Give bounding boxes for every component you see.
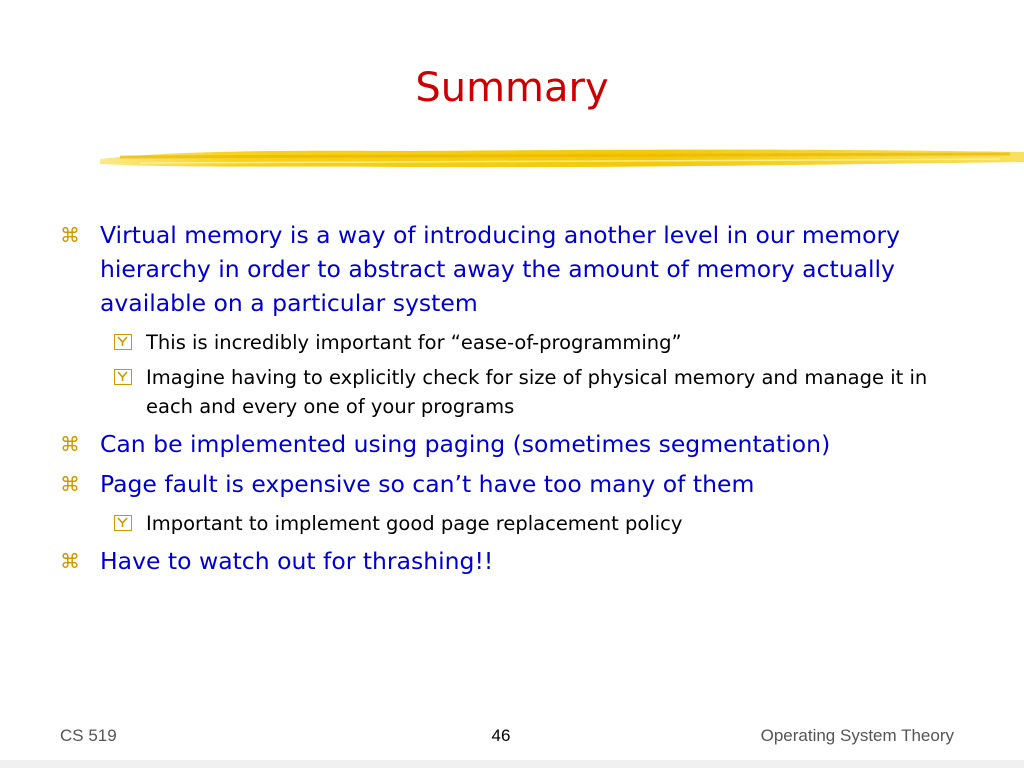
footer-page-number: 46 bbox=[491, 726, 511, 745]
bullet-text: Virtual memory is a way of introducing another level in our memory hierarchy in order to abstract away the amount of memory actually available on a particular system bbox=[100, 221, 901, 317]
sub-bullet-list bbox=[100, 509, 960, 538]
command-bullet-icon: ⌘ bbox=[60, 472, 80, 496]
bottom-divider bbox=[0, 760, 1024, 768]
sub-bullet-text: This is incredibly important for “ease-of-programming” bbox=[146, 331, 682, 354]
bullet-item bbox=[60, 544, 960, 578]
sub-bullet-list bbox=[100, 328, 960, 421]
sub-bullet-text: Imagine having to explicitly check for size of physical memory and manage it in each and every one of your programs bbox=[146, 366, 928, 418]
y-box-bullet-icon bbox=[114, 515, 132, 531]
footer-course-title: Operating System Theory bbox=[760, 726, 954, 745]
bullet-item bbox=[60, 218, 960, 421]
bullet-item bbox=[60, 467, 960, 538]
sub-bullet-text: Important to implement good page replacement policy bbox=[146, 512, 683, 535]
bullet-text: Can be implemented using paging (sometimes segmentation) bbox=[100, 430, 831, 458]
y-box-bullet-icon bbox=[114, 369, 132, 385]
bullet-item bbox=[60, 427, 960, 461]
bullet-text: Page fault is expensive so can’t have too many of them bbox=[100, 470, 755, 498]
bullet-list bbox=[60, 218, 960, 584]
y-box-bullet-icon bbox=[114, 334, 132, 350]
slide-title: Summary bbox=[415, 65, 609, 111]
sub-bullet-item bbox=[100, 363, 960, 421]
footer-course-code: CS 519 bbox=[60, 726, 117, 745]
command-bullet-icon: ⌘ bbox=[60, 223, 80, 247]
command-bullet-icon: ⌘ bbox=[60, 549, 80, 573]
sub-bullet-item bbox=[100, 509, 960, 538]
sub-bullet-item bbox=[100, 328, 960, 357]
title-underline-brush bbox=[100, 138, 1024, 178]
bullet-text: Have to watch out for thrashing!! bbox=[100, 547, 494, 575]
command-bullet-icon: ⌘ bbox=[60, 432, 80, 456]
